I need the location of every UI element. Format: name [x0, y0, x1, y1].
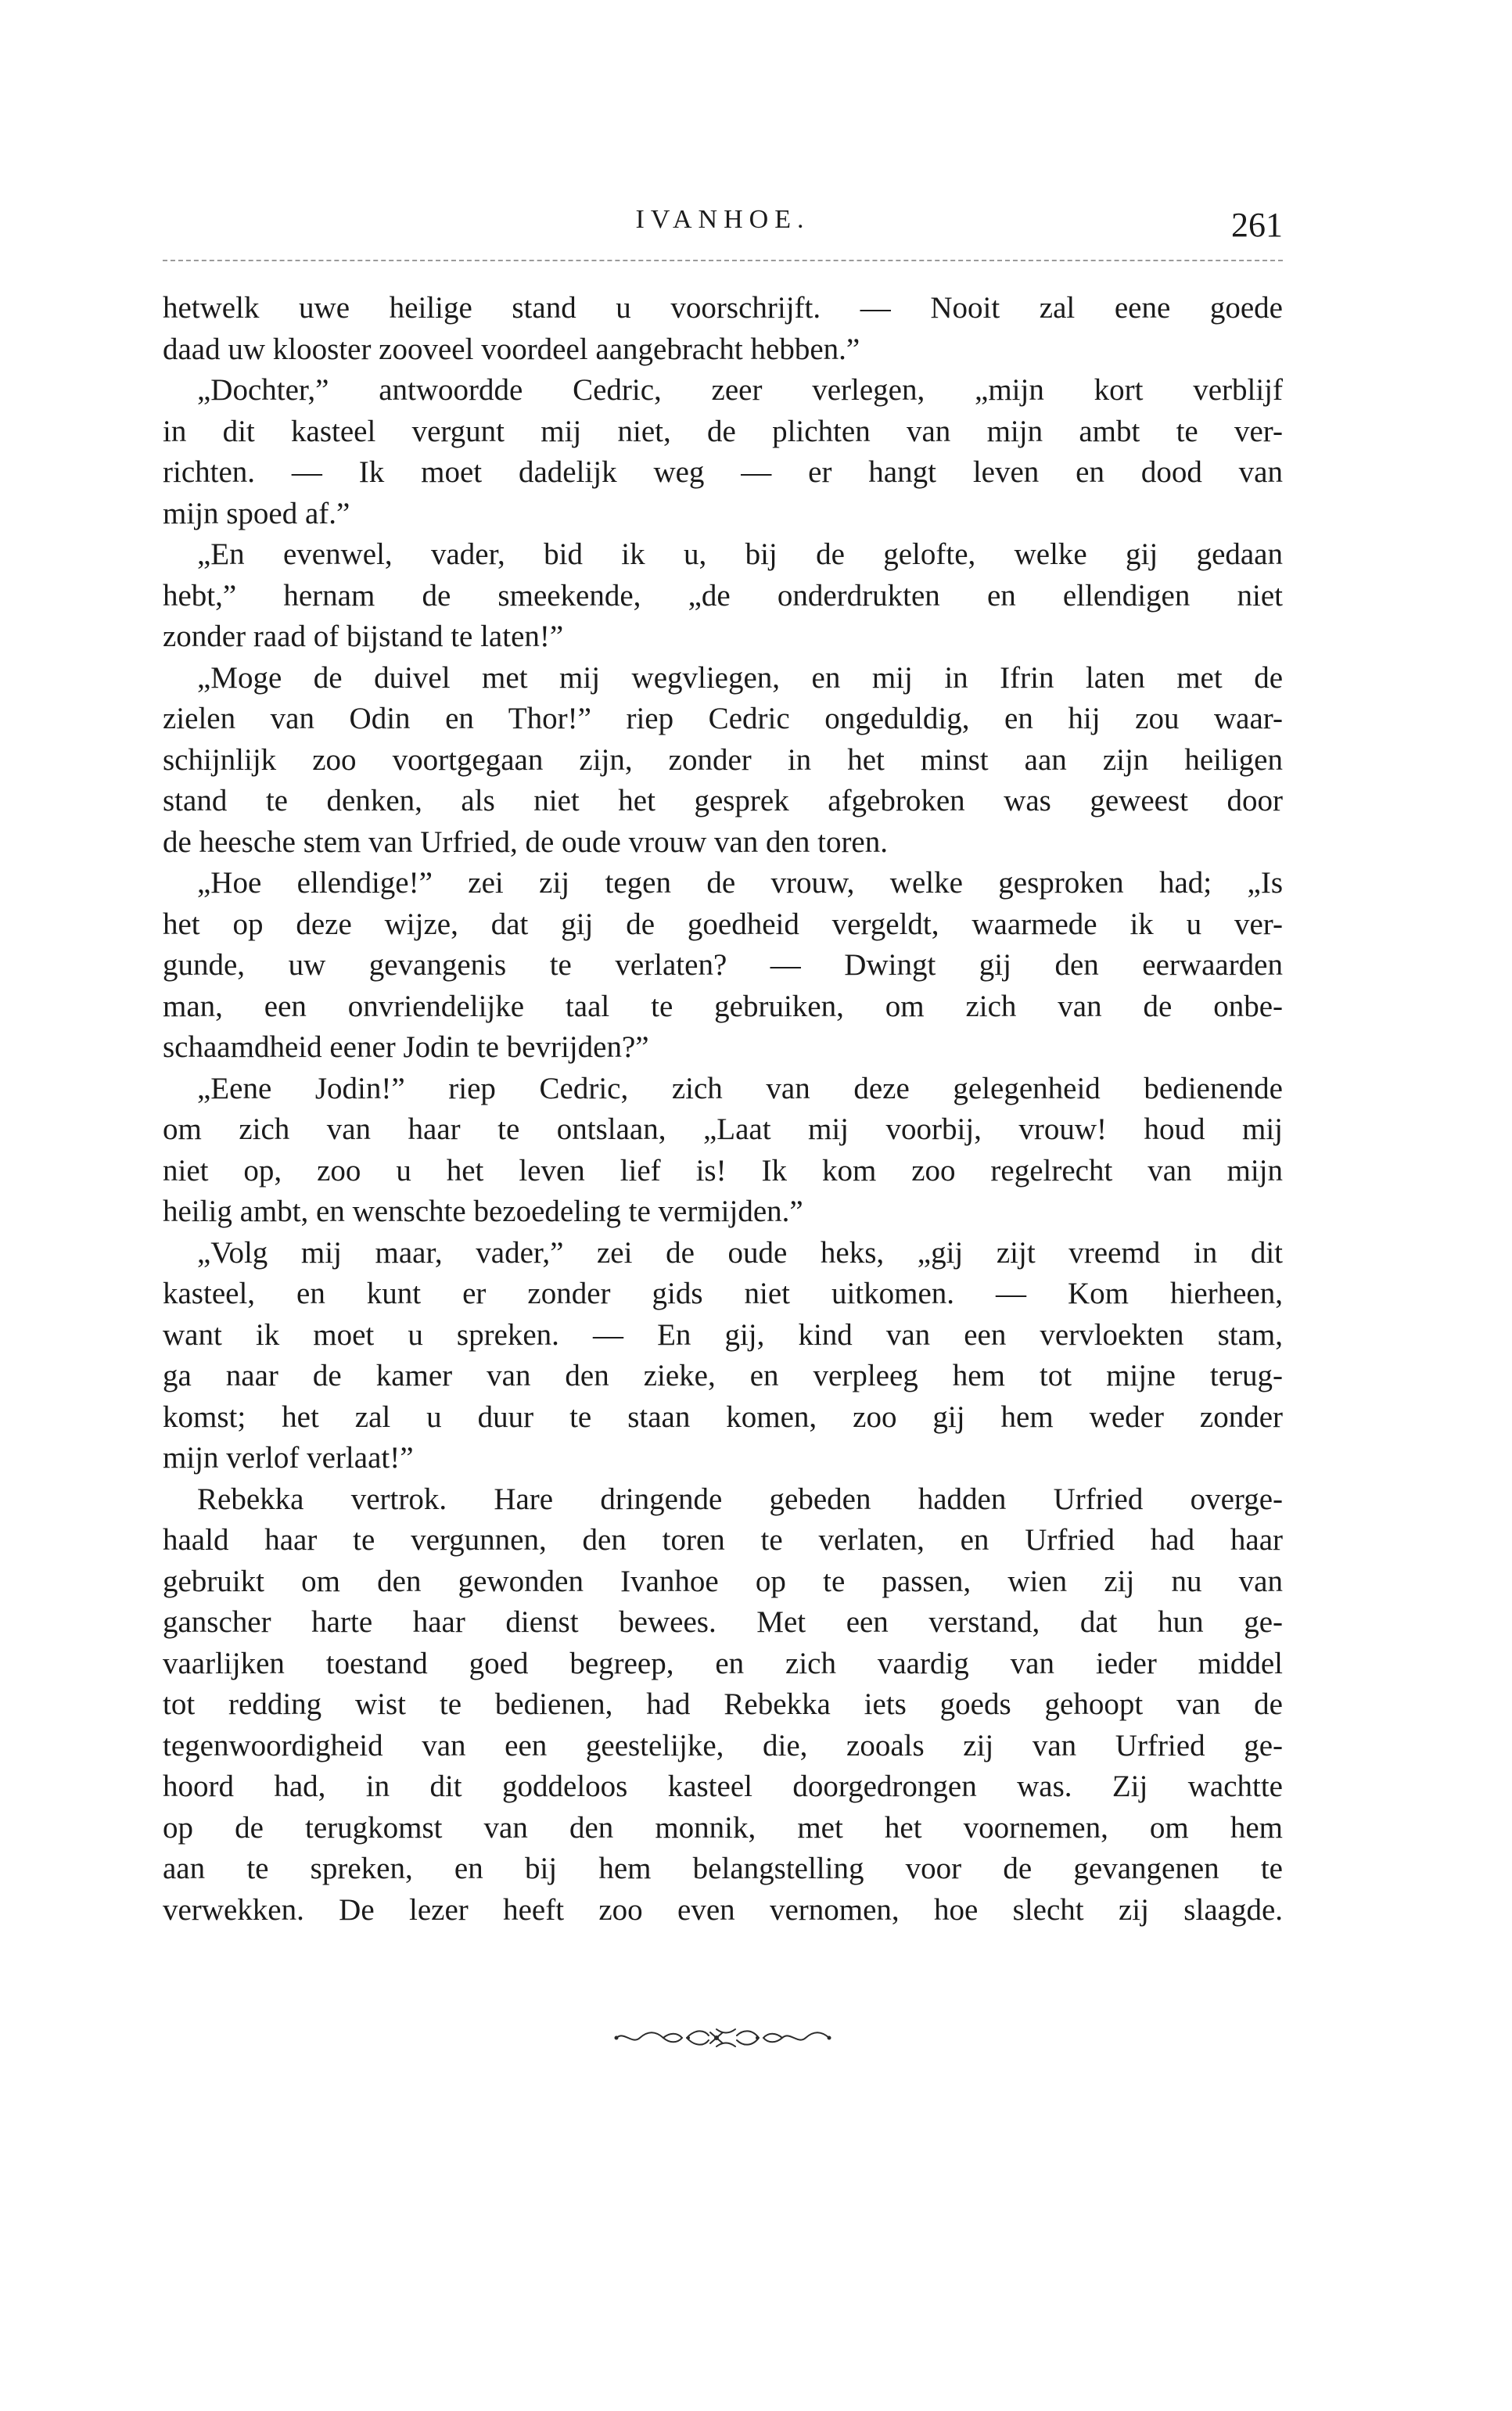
page-number: 261 [1231, 206, 1283, 244]
text-line: mijn spoed af.” [163, 496, 350, 530]
text-line: hetwelk uwe heilige stand u voorschrijft. — Nooit zal eene goede [163, 291, 1283, 325]
text-line: de heesche stem van Urfried, de oude vrouw van den toren. [163, 825, 888, 859]
text-line: hebt,” hernam de smeekende, „de onderdrukten en ellendigen niet [163, 578, 1283, 613]
text-line: hoord had, in dit goddeloos kasteel doorgedrongen was. Zij wachtte [163, 1770, 1283, 1803]
text-line: daad uw klooster zooveel voordeel aangebracht hebben.” [163, 332, 860, 366]
text-line: „Moge de duivel met mij wegvliegen, en mij in Ifrin laten met de [197, 660, 1283, 695]
text-line: zielen van Odin en Thor!” riep Cedric ongeduldig, en hij zou waar- [163, 702, 1283, 735]
text-line: niet op, zoo u het leven lief is! Ik kom zoo regelrecht van mijn [163, 1153, 1283, 1188]
text-line: want ik moet u spreken. — En gij, kind van een vervloekten stam, [163, 1317, 1283, 1352]
text-line: kasteel, en kunt er zonder gids niet uitkomen. — Kom hierheen, [163, 1277, 1283, 1310]
text-line: „Eene Jodin!” riep Cedric, zich van deze gelegenheid bedienende [197, 1071, 1283, 1105]
text-line: om zich van haar te ontslaan, „Laat mij voorbij, vrouw! houd mij [163, 1112, 1283, 1146]
text-line: Rebekka vertrok. Hare dringende gebeden hadden Urfried overge- [197, 1482, 1283, 1516]
text-line: richten. — Ik moet dadelijk weg — er hangt leven en dood van [163, 455, 1283, 489]
text-line: heilig ambt, en wenschte bezoedeling te vermijden.” [163, 1195, 803, 1228]
body-text [163, 288, 1283, 1931]
text-line: ganscher harte haar dienst bewees. Met een verstand, dat hun ge- [163, 1605, 1283, 1639]
text-line: het op deze wijze, dat gij de goedheid vergeldt, waarmede ik u ver- [163, 907, 1283, 941]
text-line: tot redding wist te bedienen, had Rebekka iets goeds gehoopt van de [163, 1687, 1283, 1721]
text-line: ga naar de kamer van den zieke, en verpleeg hem tot mijne terug- [163, 1359, 1283, 1392]
text-line: schijnlijk zoo voortgegaan zijn, zonder in het minst aan zijn heiligen [163, 742, 1283, 777]
text-line: mijn verlof verlaat!” [163, 1441, 414, 1475]
text-line: haald haar te vergunnen, den toren te verlaten, en Urfried had haar [163, 1523, 1283, 1557]
running-title: IVANHOE. [635, 205, 810, 234]
text-line: „Hoe ellendige!” zei zij tegen de vrouw, welke gesproken had; „Is [197, 866, 1283, 900]
running-head [163, 205, 1283, 260]
text-line: zonder raad of bijstand te laten!” [163, 620, 564, 653]
text-line: tegenwoordigheid van een geestelijke, die, zooals zij van Urfried ge- [163, 1728, 1283, 1762]
flourish-ornament-icon [613, 2026, 832, 2050]
text-line: gebruikt om den gewonden Ivanhoe op te passen, wien zij nu van [163, 1564, 1283, 1598]
text-line: „Volg mij maar, vader,” zei de oude heks, „gij zijt vreemd in dit [197, 1235, 1283, 1270]
text-line: op de terugkomst van den monnik, met het voornemen, om hem [163, 1810, 1283, 1845]
header-rule [163, 260, 1283, 261]
text-line: aan te spreken, en bij hem belangstelling voor de gevangenen te [163, 1852, 1283, 1885]
text-line: vaarlijken toestand goed begreep, en zich vaardig van ieder middel [163, 1646, 1283, 1680]
text-line: komst; het zal u duur te staan komen, zoo gij hem weder zonder [163, 1400, 1283, 1434]
text-line: „Dochter,” antwoordde Cedric, zeer verlegen, „mijn kort verblijf [197, 373, 1283, 407]
text-line: „En evenwel, vader, bid ik u, bij de gelofte, welke gij gedaan [197, 537, 1283, 571]
text-line: gunde, uw gevangenis te verlaten? — Dwingt gij den eerwaarden [163, 948, 1283, 982]
text-line: man, een onvriendelijke taal te gebruiken, om zich van de onbe- [163, 989, 1283, 1023]
text-line: in dit kasteel vergunt mij niet, de plichten van mijn ambt te ver- [163, 414, 1283, 448]
text-line: schaamdheid eener Jodin te bevrijden?” [163, 1030, 649, 1064]
text-line: verwekken. De lezer heeft zoo even vernomen, hoe slecht zij slaagde. [163, 1892, 1283, 1927]
text-line: stand te denken, als niet het gesprek afgebroken was geweest door [163, 784, 1283, 817]
